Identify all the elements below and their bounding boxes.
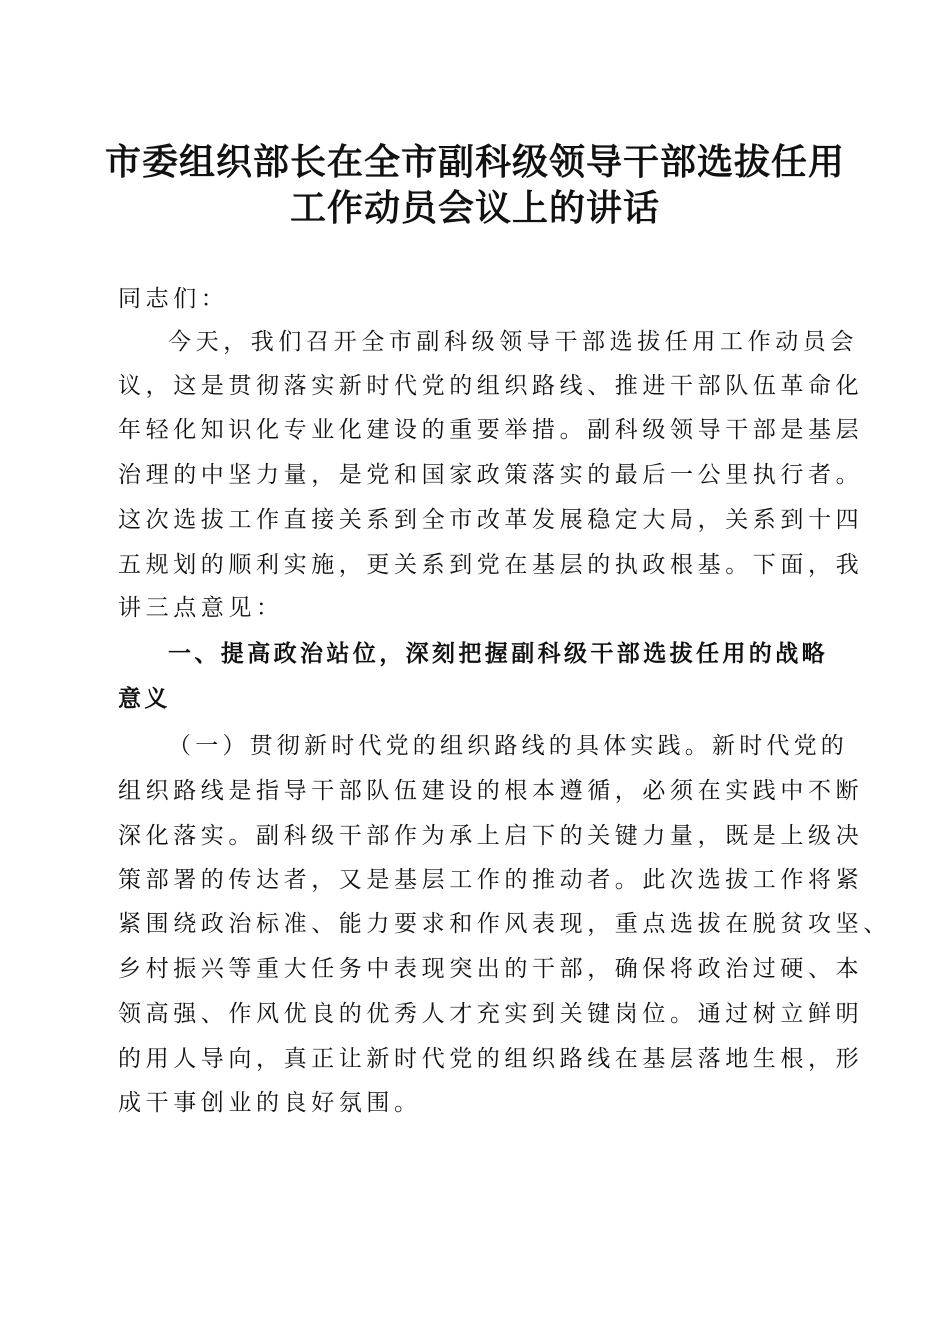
- subsection-line: 组织路线是指导干部队伍建设的根本遵循，必须在实践中不断: [118, 778, 864, 804]
- intro-line: 治理的中坚力量，是党和国家政策落实的最后一公里执行者。: [118, 462, 864, 488]
- intro-line: 讲三点意见：: [118, 595, 284, 621]
- subsection-line: 乡村振兴等重大任务中表现突出的干部，确保将政治过硬、本: [118, 956, 864, 982]
- section-heading-line: 一、提高政治站位，深刻把握副科级干部选拔任用的战略: [168, 641, 828, 667]
- document-title-line-2: 工作动员会议上的讲话: [289, 187, 660, 229]
- subsection-line: 策部署的传达者，又是基层工作的推动者。此次选拔工作将紧: [118, 867, 864, 893]
- intro-line: 议，这是贯彻落实新时代党的组织路线、推进干部队伍革命化: [118, 373, 864, 399]
- salutation: 同志们：: [118, 286, 229, 312]
- intro-line: 这次选拔工作直接关系到全市改革发展稳定大局，关系到十四: [118, 507, 864, 533]
- subsection-line: 紧围绕政治标准、能力要求和作风表现，重点选拔在脱贫攻坚、: [118, 911, 891, 937]
- intro-line: 今天，我们召开全市副科级领导干部选拔任用工作动员会: [168, 329, 858, 355]
- intro-line: 五规划的顺利实施，更关系到党在基层的执政根基。下面，我: [118, 552, 864, 578]
- subsection-line: 成干事创业的良好氛围。: [118, 1090, 422, 1116]
- subsection-line: （一）贯彻新时代党的组织路线的具体实践。新时代党的: [168, 733, 848, 759]
- subsection-line: 的用人导向，真正让新时代党的组织路线在基层落地生根，形: [118, 1046, 864, 1072]
- document-title-line-1: 市委组织部长在全市副科级领导干部选拔任用: [104, 141, 845, 183]
- subsection-line: 领高强、作风优良的优秀人才充实到关键岗位。通过树立鲜明: [118, 1001, 864, 1027]
- intro-line: 年轻化知识化专业化建设的重要举措。副科级领导干部是基层: [118, 417, 864, 443]
- subsection-line: 深化落实。副科级干部作为承上启下的关键力量，既是上级决: [118, 823, 864, 849]
- section-heading-line: 意义: [118, 686, 171, 712]
